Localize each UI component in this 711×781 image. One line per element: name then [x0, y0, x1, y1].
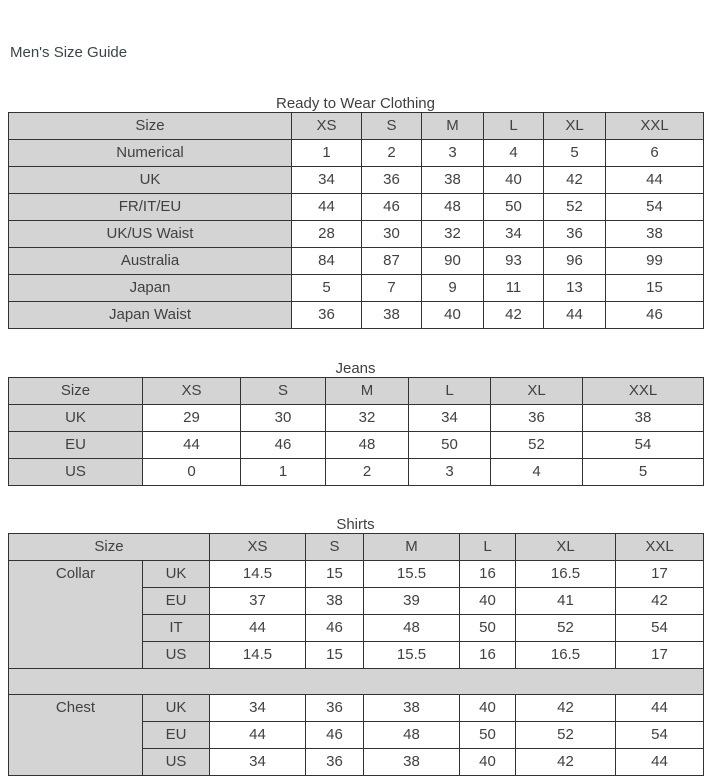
size-value-cell: 36: [292, 302, 362, 329]
size-value-cell: 13: [544, 275, 606, 302]
size-value-cell: 46: [306, 615, 364, 642]
column-header-l: L: [409, 378, 491, 405]
group-separator-cell: [9, 669, 704, 695]
size-value-cell: 36: [306, 749, 364, 776]
header-row: [9, 534, 704, 561]
column-header-xs: XS: [210, 534, 306, 561]
size-value-cell: 39: [364, 588, 460, 615]
column-header-xl: XL: [544, 113, 606, 140]
row-label: EU: [143, 588, 210, 615]
size-value-cell: 4: [491, 459, 583, 486]
shirts-table: [8, 533, 704, 776]
size-value-cell: 38: [364, 749, 460, 776]
table-row: [9, 140, 704, 167]
row-label: UK: [9, 405, 143, 432]
jeans-table: [8, 377, 704, 486]
size-value-cell: 32: [326, 405, 409, 432]
size-value-cell: 37: [210, 588, 306, 615]
row-label: EU: [143, 722, 210, 749]
page-title: Men's Size Guide: [10, 44, 128, 61]
size-value-cell: 46: [306, 722, 364, 749]
table-row: [9, 248, 704, 275]
table-row: [9, 459, 704, 486]
row-label: EU: [9, 432, 143, 459]
group-label-chest: Chest: [9, 695, 143, 776]
table-row: [9, 275, 704, 302]
size-value-cell: 40: [460, 749, 516, 776]
size-value-cell: 38: [306, 588, 364, 615]
size-value-cell: 30: [241, 405, 326, 432]
column-header-m: M: [326, 378, 409, 405]
size-value-cell: 48: [364, 615, 460, 642]
size-value-cell: 38: [606, 221, 704, 248]
size-value-cell: 0: [143, 459, 241, 486]
table-caption-shirts: Shirts: [336, 516, 375, 533]
size-value-cell: 40: [422, 302, 484, 329]
size-value-cell: 52: [516, 722, 616, 749]
size-value-cell: 41: [516, 588, 616, 615]
size-value-cell: 46: [606, 302, 704, 329]
size-value-cell: 38: [364, 695, 460, 722]
size-value-cell: 34: [210, 695, 306, 722]
ready-to-wear-table: [8, 112, 704, 329]
table-row: [9, 432, 704, 459]
column-header-xxl: XXL: [616, 534, 704, 561]
size-value-cell: 16: [460, 642, 516, 669]
size-value-cell: 34: [292, 167, 362, 194]
size-value-cell: 2: [362, 140, 422, 167]
size-value-cell: 42: [484, 302, 544, 329]
size-value-cell: 99: [606, 248, 704, 275]
table-row: [9, 405, 704, 432]
size-value-cell: 44: [616, 749, 704, 776]
size-value-cell: 5: [583, 459, 704, 486]
size-value-cell: 34: [210, 749, 306, 776]
column-header-s: S: [362, 113, 422, 140]
size-value-cell: 17: [616, 561, 704, 588]
row-label: US: [143, 749, 210, 776]
tables-container: [0, 95, 711, 776]
size-value-cell: 36: [306, 695, 364, 722]
table-row: [9, 695, 704, 722]
size-value-cell: 4: [484, 140, 544, 167]
size-value-cell: 28: [292, 221, 362, 248]
size-value-cell: 5: [544, 140, 606, 167]
row-label: US: [9, 459, 143, 486]
size-value-cell: 84: [292, 248, 362, 275]
size-value-cell: 48: [422, 194, 484, 221]
column-header-l: L: [484, 113, 544, 140]
size-value-cell: 44: [606, 167, 704, 194]
row-label: UK: [143, 561, 210, 588]
row-label: Australia: [9, 248, 292, 275]
size-value-cell: 3: [409, 459, 491, 486]
row-label: Japan Waist: [9, 302, 292, 329]
size-value-cell: 34: [409, 405, 491, 432]
size-value-cell: 40: [460, 695, 516, 722]
size-value-cell: 38: [362, 302, 422, 329]
column-header-xxl: XXL: [583, 378, 704, 405]
size-value-cell: 54: [616, 615, 704, 642]
size-value-cell: 15: [306, 561, 364, 588]
size-value-cell: 34: [484, 221, 544, 248]
size-value-cell: 6: [606, 140, 704, 167]
size-value-cell: 16.5: [516, 642, 616, 669]
header-row: [9, 113, 704, 140]
size-value-cell: 32: [422, 221, 484, 248]
size-value-cell: 52: [491, 432, 583, 459]
row-label: Japan: [9, 275, 292, 302]
size-value-cell: 48: [364, 722, 460, 749]
size-value-cell: 44: [292, 194, 362, 221]
size-value-cell: 11: [484, 275, 544, 302]
size-value-cell: 50: [460, 722, 516, 749]
size-value-cell: 44: [210, 722, 306, 749]
size-header-cell: Size: [9, 113, 292, 140]
size-value-cell: 42: [516, 749, 616, 776]
group-separator-row: [9, 669, 704, 695]
size-value-cell: 36: [544, 221, 606, 248]
column-header-s: S: [241, 378, 326, 405]
header-row: [9, 378, 704, 405]
size-value-cell: 93: [484, 248, 544, 275]
size-value-cell: 46: [241, 432, 326, 459]
size-value-cell: 15.5: [364, 642, 460, 669]
row-label: FR/IT/EU: [9, 194, 292, 221]
size-value-cell: 16: [460, 561, 516, 588]
column-header-s: S: [306, 534, 364, 561]
size-value-cell: 7: [362, 275, 422, 302]
table-row: [9, 167, 704, 194]
size-value-cell: 30: [362, 221, 422, 248]
row-label: UK: [143, 695, 210, 722]
size-value-cell: 15: [606, 275, 704, 302]
size-value-cell: 1: [292, 140, 362, 167]
size-value-cell: 54: [583, 432, 704, 459]
column-header-xxl: XXL: [606, 113, 704, 140]
size-value-cell: 87: [362, 248, 422, 275]
table-caption-ready-to-wear: Ready to Wear Clothing: [276, 95, 435, 112]
size-value-cell: 14.5: [210, 642, 306, 669]
size-header-cell: Size: [9, 378, 143, 405]
row-label: UK: [9, 167, 292, 194]
size-value-cell: 90: [422, 248, 484, 275]
row-label: US: [143, 642, 210, 669]
column-header-xs: XS: [292, 113, 362, 140]
table-row: [9, 561, 704, 588]
size-value-cell: 15.5: [364, 561, 460, 588]
size-value-cell: 16.5: [516, 561, 616, 588]
row-label: IT: [143, 615, 210, 642]
column-header-xl: XL: [491, 378, 583, 405]
size-value-cell: 40: [460, 588, 516, 615]
size-value-cell: 38: [422, 167, 484, 194]
size-value-cell: 36: [362, 167, 422, 194]
size-value-cell: 29: [143, 405, 241, 432]
size-value-cell: 3: [422, 140, 484, 167]
size-value-cell: 42: [544, 167, 606, 194]
size-value-cell: 46: [362, 194, 422, 221]
size-value-cell: 54: [616, 722, 704, 749]
column-header-m: M: [422, 113, 484, 140]
size-value-cell: 14.5: [210, 561, 306, 588]
size-value-cell: 54: [606, 194, 704, 221]
group-label-collar: Collar: [9, 561, 143, 669]
row-label: UK/US Waist: [9, 221, 292, 248]
column-header-xs: XS: [143, 378, 241, 405]
size-value-cell: 44: [544, 302, 606, 329]
size-value-cell: 50: [484, 194, 544, 221]
column-header-xl: XL: [516, 534, 616, 561]
size-value-cell: 44: [143, 432, 241, 459]
size-value-cell: 42: [516, 695, 616, 722]
column-header-m: M: [364, 534, 460, 561]
size-value-cell: 5: [292, 275, 362, 302]
size-value-cell: 40: [484, 167, 544, 194]
table-row: [9, 194, 704, 221]
table-row: [9, 221, 704, 248]
size-value-cell: 50: [409, 432, 491, 459]
size-value-cell: 42: [616, 588, 704, 615]
size-value-cell: 44: [210, 615, 306, 642]
table-caption-jeans: Jeans: [335, 360, 376, 377]
table-row: [9, 302, 704, 329]
size-value-cell: 15: [306, 642, 364, 669]
size-value-cell: 48: [326, 432, 409, 459]
size-value-cell: 1: [241, 459, 326, 486]
size-value-cell: 17: [616, 642, 704, 669]
size-header-cell: Size: [9, 534, 210, 561]
size-value-cell: 52: [544, 194, 606, 221]
row-label: Numerical: [9, 140, 292, 167]
size-value-cell: 44: [616, 695, 704, 722]
column-header-l: L: [460, 534, 516, 561]
size-value-cell: 36: [491, 405, 583, 432]
size-value-cell: 38: [583, 405, 704, 432]
size-value-cell: 9: [422, 275, 484, 302]
size-value-cell: 2: [326, 459, 409, 486]
size-value-cell: 50: [460, 615, 516, 642]
size-value-cell: 52: [516, 615, 616, 642]
size-value-cell: 96: [544, 248, 606, 275]
